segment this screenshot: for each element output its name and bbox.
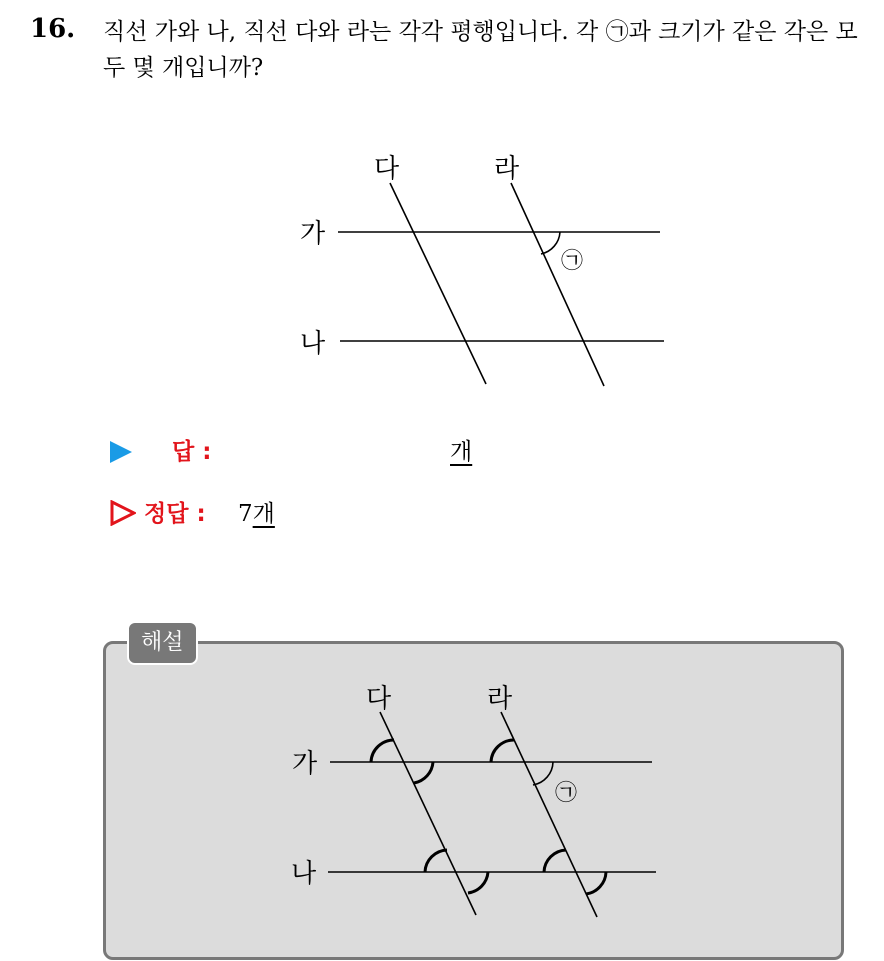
question-number: 16. (30, 14, 76, 44)
equal-angle-arc (586, 872, 606, 894)
sol-label-na: 나 (291, 859, 317, 889)
label-na: 나 (300, 329, 326, 359)
sol-label-ga: 가 (292, 749, 318, 779)
solution-tag: 해설 (127, 621, 198, 665)
angle-giyeok-arc-solution (533, 762, 553, 785)
sol-line-da (380, 712, 476, 915)
label-ga: 가 (300, 219, 326, 249)
sol-label-da: 다 (366, 684, 392, 714)
correct-value: 7 (238, 501, 253, 527)
equal-angle-arc (491, 740, 514, 762)
answer-label: 답 : (172, 439, 212, 465)
equal-angle-arc (371, 740, 394, 762)
label-ra: 라 (494, 154, 520, 184)
correct-unit: 개 (252, 501, 275, 527)
equal-angle-arc (414, 762, 433, 783)
equal-angle-arc (468, 872, 488, 893)
equal-angle-arc (544, 850, 566, 872)
label-da: 다 (374, 154, 400, 184)
sol-label-ra: 라 (487, 684, 513, 714)
equal-angle-arc (425, 850, 447, 872)
answer-unit: 개 (450, 439, 473, 465)
question-text: 직선 가와 나, 직선 다와 라는 각각 평행입니다. 각 ㉠과 크기가 같은 각은 모두 몇 개입니까? (103, 19, 858, 81)
correct-label: 정답 : (144, 501, 206, 527)
angle-giyeok-label: ㉠ (561, 249, 584, 274)
sol-line-ra (501, 712, 597, 917)
sol-angle-giyeok-label: ㉠ (555, 781, 578, 806)
